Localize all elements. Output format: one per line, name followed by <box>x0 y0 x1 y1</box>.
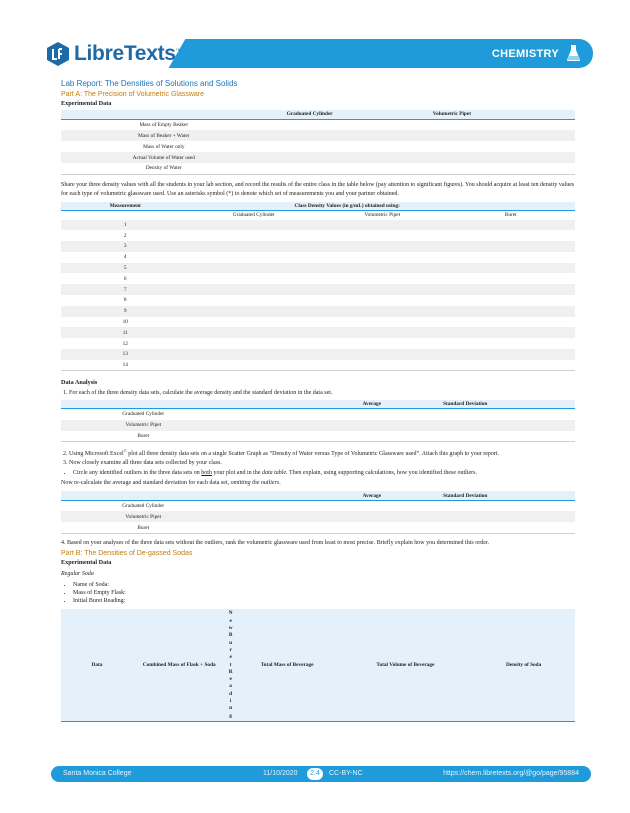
class-density-table <box>61 202 575 372</box>
table-row: 9 <box>61 306 575 317</box>
density-header: Density of Soda <box>505 662 542 669</box>
total-volume-header: Total Volume of Beverage <box>376 662 435 669</box>
recalculate-instructions: Now re-calculate the average and standard deviation for each data set, omitting the outliers. <box>61 480 281 487</box>
analysis-question-list-2 <box>61 447 575 467</box>
soda-info-list <box>61 581 575 606</box>
table-row: Buret <box>61 431 575 442</box>
question-3: 3. Now closely examine all three data sets collected by your class. <box>63 459 222 466</box>
soda-info-item: • Name of Soda: <box>73 581 575 589</box>
table-row <box>61 130 575 141</box>
analysis-question-list <box>61 389 575 398</box>
footer-date: 11/10/2020 <box>263 770 298 777</box>
table-row <box>61 141 575 152</box>
table-row: 8 <box>61 295 575 306</box>
table-header-cell <box>61 110 267 119</box>
experimental-data-heading-b: Experimental Data <box>61 558 112 566</box>
average-header: Average <box>362 492 382 499</box>
table-row: 12 <box>61 338 575 349</box>
footer-license[interactable]: CC-BY-NC <box>329 770 363 777</box>
footer-page-number: 2.4 <box>307 768 323 780</box>
average-header: Average <box>362 400 382 407</box>
share-instructions: Share your three density values with all the students in your lab section, and record the results of the entire class in the table below (pay attention to significant figures). You should acquire at least ten density values for each type of volumetric glassware used. Use an asterisks symbol (*) to denote which set of measurements you and your partner obtained. <box>61 181 575 197</box>
measurement-header: Measurement <box>109 202 141 209</box>
document-body <box>61 79 575 722</box>
table-row: 7 <box>61 284 575 295</box>
question-2: 2. Using Microsoft Excel© plot all three density data sets on a single Scatter Graph as “Density of Water versus Type of Volumetric Glassware used”. Attach this graph to your report. <box>63 448 500 458</box>
class-values-header: Class Density Values (in g/mL) obtained using: <box>294 202 400 209</box>
table-row: 3 <box>61 241 575 252</box>
table-row: 13 <box>61 349 575 360</box>
table-row: 4 <box>61 252 575 263</box>
logo-wordmark: LibreTexts <box>74 41 176 65</box>
subheader-cell: Volumetric Pipet <box>318 211 447 220</box>
data-analysis-heading: Data Analysis <box>61 379 98 387</box>
table-row <box>61 119 575 130</box>
regular-soda-label: Regular Soda <box>61 570 94 577</box>
table-header-cell: Volumetric Pipet <box>432 111 471 118</box>
std-dev-header: Standard Deviation <box>443 492 488 499</box>
report-title: Lab Report: The Densities of Solutions and Solids <box>61 79 238 88</box>
table-row: 5 <box>61 263 575 274</box>
table-row: Graduated Cylinder <box>61 409 575 420</box>
table-row: Buret <box>61 522 575 533</box>
row-label: Actual Volume of Water used <box>61 152 267 163</box>
flask-icon <box>566 44 581 62</box>
glassware-mass-table <box>61 110 575 175</box>
table-header-row <box>61 491 575 500</box>
table-header-row <box>61 202 575 211</box>
average-no-outliers-table <box>61 491 575 534</box>
table-row: 11 <box>61 327 575 338</box>
libretexts-logo-icon <box>45 41 71 67</box>
soda-info-item: • Mass of Empty Flask: <box>73 589 575 597</box>
footer-url[interactable]: https://chem.libretexts.org/@go/page/95884 <box>443 770 579 777</box>
outlier-bullet-list <box>61 469 575 477</box>
outlier-bullet: • Circle any identified outliers in the three data sets on both your plot and in the data table. Then explain, using supporting calculations, how you identified these outliers. <box>73 469 575 477</box>
combined-mass-header: Combined Mass of Flask + Soda <box>142 662 216 669</box>
data-header: Data <box>91 662 103 669</box>
table-row: 14 <box>61 360 575 371</box>
total-mass-header: Total Mass of Beverage <box>260 662 314 669</box>
subheader-cell: Graduated Cylinder <box>190 211 319 220</box>
page-footer <box>51 766 591 782</box>
table-row: Graduated Cylinder <box>61 500 575 511</box>
libretexts-logo[interactable] <box>45 39 181 68</box>
subheader-row <box>61 211 575 220</box>
table-header-row <box>61 400 575 409</box>
experimental-data-heading: Experimental Data <box>61 100 112 107</box>
part-a-heading: Part A: The Precision of Volumetric Glassware <box>61 91 205 98</box>
table-row: 10 <box>61 317 575 328</box>
row-label: Mass of Empty Beaker <box>61 119 267 130</box>
subject-label[interactable]: CHEMISTRY <box>491 48 559 60</box>
table-row <box>61 163 575 174</box>
table-row: 2 <box>61 230 575 241</box>
table-row <box>61 152 575 163</box>
footer-college: Santa Monica College <box>63 770 132 777</box>
question-4: 4. Based on your analyses of the three data sets without the outliers, rank the volumetric glassware used from least to most precise. Briefly explain how you determined this order. <box>61 539 490 546</box>
row-label: Density of Water <box>61 163 267 174</box>
std-dev-header: Standard Deviation <box>443 400 488 407</box>
part-b-heading: Part B: The Densities of De-gassed Sodas <box>61 549 193 557</box>
table-header-row <box>61 609 575 721</box>
table-row: 6 <box>61 273 575 284</box>
logo-trademark: ™ <box>175 48 181 54</box>
subheader-cell: Buret <box>447 211 576 220</box>
row-label: Mass of Beaker + Water <box>61 130 267 141</box>
page-header <box>37 37 593 70</box>
soda-density-table <box>61 609 575 721</box>
table-row: Volumetric Pipet <box>61 511 575 522</box>
table-row: 1 <box>61 220 575 231</box>
table-header-row <box>61 110 575 119</box>
table-header-cell: Graduated Cylinder <box>286 111 333 118</box>
new-buret-reading-header: N e w B u r e t R e a d i n g <box>228 610 233 719</box>
question-1: 1. For each of the three density data sets, calculate the average density and the standard deviation in the data set. <box>63 390 333 397</box>
row-label: Mass of Water only <box>61 141 267 152</box>
table-row: Volumetric Pipet <box>61 420 575 431</box>
average-table <box>61 400 575 443</box>
soda-info-item: • Initial Buret Reading: <box>73 597 575 605</box>
